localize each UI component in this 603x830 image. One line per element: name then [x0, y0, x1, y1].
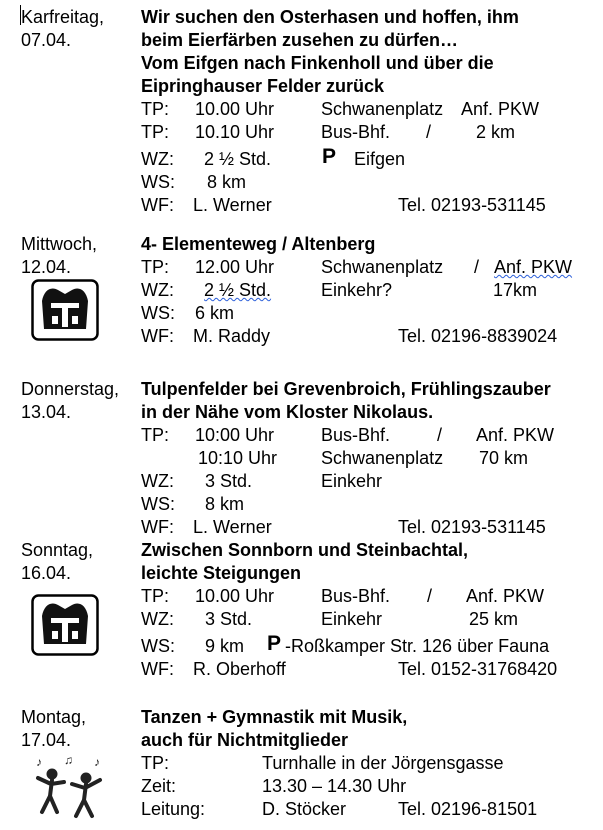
svg-text:♪: ♪	[36, 755, 42, 769]
ws-label: WS:	[141, 636, 175, 656]
leitung-label: Leitung:	[141, 799, 206, 819]
wf-label: WF:	[141, 326, 174, 346]
dancing-people-icon	[24, 752, 112, 822]
tp-note: Anf. PKW	[466, 586, 545, 606]
wf-label: WF:	[141, 659, 174, 679]
wz-value: 3 Std.	[205, 471, 253, 491]
event-title-line: Wir suchen den Osterhasen und hoffen, ihm	[141, 7, 519, 27]
event-title-line: in der Nähe vom Kloster Nikolaus.	[141, 402, 434, 422]
wf-phone: Tel. 02193-531145	[398, 195, 546, 215]
tp-place: Schwanenplatz	[321, 448, 444, 468]
event-title-line: leichte Steigungen	[141, 563, 302, 583]
wz-value: 2 ½ Std.	[204, 280, 272, 300]
event-title-line: Eipringhauser Felder zurück	[141, 76, 385, 96]
wz-label: WZ:	[141, 471, 174, 491]
tp-time: 12.00 Uhr	[195, 257, 275, 277]
event-day: Sonntag,	[21, 540, 94, 560]
wf-value: M. Raddy	[193, 326, 271, 346]
event-title-line: Tulpenfelder bei Grevenbroich, Frühlingszauber	[141, 379, 551, 399]
hiking-badge-icon	[31, 279, 99, 341]
tp-separator: /	[437, 425, 443, 445]
zeit-value: 13.30 – 14.30 Uhr	[262, 776, 407, 796]
tp-separator: /	[426, 122, 432, 142]
tp-note: Anf. PKW	[461, 99, 540, 119]
tp-place: Schwanenplatz	[321, 99, 444, 119]
tp-distance: 70 km	[479, 448, 529, 468]
ws-label: WS:	[141, 303, 175, 323]
wz-value: 3 Std.	[205, 609, 253, 629]
ws-value: 6 km	[195, 303, 235, 323]
ws-label: WS:	[141, 172, 175, 192]
tp-time: 10:10 Uhr	[198, 448, 278, 468]
wz-label: WZ:	[141, 280, 174, 300]
tp-note: Anf. PKW	[476, 425, 555, 445]
tp-label: TP:	[141, 257, 170, 277]
tp-time: 10.00 Uhr	[195, 99, 275, 119]
wz-value: 2 ½ Std.	[204, 149, 272, 169]
tp-separator: /	[427, 586, 433, 606]
tp-place: Bus-Bhf.	[321, 122, 391, 142]
leitung-value: D. Stöcker	[262, 799, 347, 819]
parking-place: -Roßkamper Str. 126 über Fauna	[285, 636, 550, 656]
tp-distance: 2 km	[476, 122, 516, 142]
event-date: 12.04.	[21, 257, 72, 277]
event-day: Mittwoch,	[21, 234, 98, 254]
event-date: 13.04.	[21, 402, 72, 422]
event-day: Donnerstag,	[21, 379, 120, 399]
zeit-label: Zeit:	[141, 776, 177, 796]
event-day: Montag,	[21, 707, 87, 727]
event-title-line: auch für Nichtmitglieder	[141, 730, 349, 750]
tp-time: 10.00 Uhr	[195, 586, 275, 606]
ws-value: 8 km	[207, 172, 247, 192]
tp-note: Anf. PKW	[494, 257, 573, 277]
wf-phone: Tel. 0152-31768420	[398, 659, 558, 679]
wz-label: WZ:	[141, 609, 174, 629]
einkehr: Einkehr	[321, 471, 383, 491]
leitung-phone: Tel. 02196-81501	[398, 799, 538, 819]
parking-icon: P	[322, 145, 337, 168]
wf-label: WF:	[141, 517, 174, 537]
tp-label: TP:	[141, 586, 170, 606]
ws-value: 8 km	[205, 494, 245, 514]
distance: 25 km	[469, 609, 519, 629]
wf-value: L. Werner	[193, 517, 272, 537]
event-title-line: Tanzen + Gymnastik mit Musik,	[141, 707, 408, 727]
tp-label: TP:	[141, 753, 170, 773]
wf-phone: Tel. 02193-531145	[398, 517, 546, 537]
svg-text:♪: ♪	[94, 755, 100, 769]
event-date: 17.04.	[21, 730, 72, 750]
wf-value: R. Oberhoff	[193, 659, 286, 679]
tp-label: TP:	[141, 122, 170, 142]
tp-time: 10.10 Uhr	[195, 122, 275, 142]
event-title-line: Zwischen Sonnborn und Steinbachtal,	[141, 540, 469, 560]
distance: 17km	[493, 280, 538, 300]
wz-label: WZ:	[141, 149, 174, 169]
wf-label: WF:	[141, 195, 174, 215]
wf-phone: Tel. 02196-8839024	[398, 326, 558, 346]
event-date: 16.04.	[21, 563, 72, 583]
tp-place: Bus-Bhf.	[321, 425, 391, 445]
tp-separator: /	[474, 257, 480, 277]
tp-place: Schwanenplatz	[321, 257, 444, 277]
parking-place: Eifgen	[354, 149, 406, 169]
tp-time: 10:00 Uhr	[195, 425, 275, 445]
einkehr: Einkehr	[321, 609, 383, 629]
tp-label: TP:	[141, 99, 170, 119]
ws-label: WS:	[141, 494, 175, 514]
tp-place: Bus-Bhf.	[321, 586, 391, 606]
einkehr: Einkehr?	[321, 280, 393, 300]
svg-text:♫: ♫	[64, 753, 73, 767]
event-title-line: Vom Eifgen nach Finkenholl und über die	[141, 53, 494, 73]
event-title-line: 4- Elementeweg / Altenberg	[141, 234, 376, 254]
parking-icon: P	[267, 632, 282, 655]
tp-label: TP:	[141, 425, 170, 445]
event-title-line: beim Eierfärben zusehen zu dürfen…	[141, 30, 459, 50]
hiking-badge-icon	[31, 594, 99, 656]
tp-place: Turnhalle in der Jörgensgasse	[262, 753, 504, 773]
event-date: 07.04.	[21, 30, 72, 50]
wf-value: L. Werner	[193, 195, 272, 215]
event-day: Karfreitag,	[21, 7, 105, 27]
ws-value: 9 km	[205, 636, 245, 656]
